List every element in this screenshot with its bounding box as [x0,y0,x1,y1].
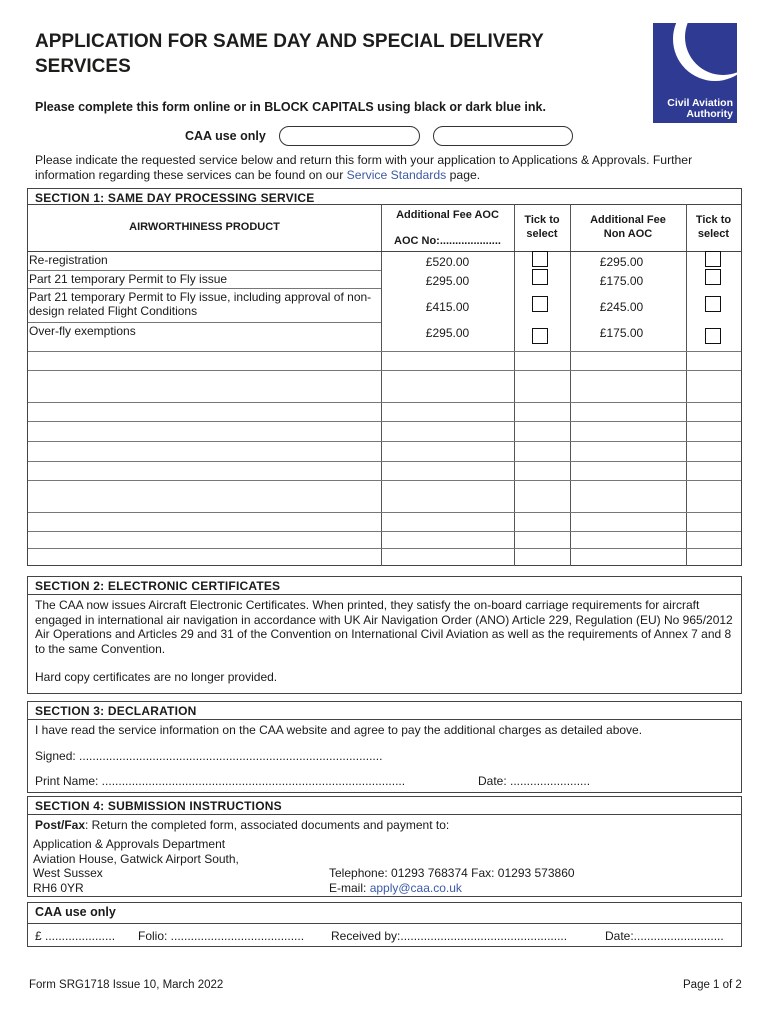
fee-aoc-permit-flight-conditions: £415.00 [425,300,470,314]
col-additional-fee-aoc: Additional Fee AOC [396,209,499,221]
section-4-heading: SECTION 4: SUBMISSION INSTRUCTIONS [35,799,282,813]
caa-use-only-box [27,902,742,947]
product-permit-to-fly: Part 21 temporary Permit to Fly issue [29,272,228,286]
checkbox-aoc-permit-flight-conditions[interactable] [532,296,548,312]
form-instruction: Please complete this form online or in BLOCK CAPITALS using black or dark blue ink. [35,100,546,114]
fee-non-aoc-over-fly: £175.00 [599,326,644,340]
page-number: Page 1 of 2 [683,979,742,991]
section-1-heading: SECTION 1: SAME DAY PROCESSING SERVICE [35,191,315,205]
fee-aoc-over-fly: £295.00 [425,326,470,340]
checkbox-non-aoc-permit-to-fly[interactable] [705,269,721,285]
form-title: APPLICATION FOR SAME DAY AND SPECIAL DELIVERY SERVICES [35,31,544,77]
section-2-paragraph: The CAA now issues Aircraft Electronic Certificates. When printed, they satisfy the on-board carriage requirements for aircraft engaged in international air navigation in accordance with UK Air Navigation Order (ANO) Article 229, Regulation (EU) No 965/2012 Air Operations and Articles 29 and 31 of the Convention on International Civil Aviation as well as the requirements of Annex 7 and 8 to the same Convention. [35,598,733,656]
product-permit-to-fly-flight-conditions: Part 21 temporary Permit to Fly issue, including approval of non-design related Flight Conditions [29,290,372,318]
checkbox-non-aoc-permit-flight-conditions[interactable] [705,296,721,312]
checkbox-non-aoc-re-registration[interactable] [705,251,721,267]
signed-field[interactable]: Signed: ........................................................................................... [35,749,383,763]
checkbox-aoc-over-fly[interactable] [532,328,548,344]
caa-use-only-heading: CAA use only [35,905,116,919]
caa-use-field-1[interactable] [279,126,420,146]
caa-use-only-label: CAA use only [185,129,266,143]
fee-non-aoc-permit-to-fly: £175.00 [599,274,644,288]
col-additional-fee-non-aoc: Additional Fee Non AOC [590,214,666,240]
section-2-heading: SECTION 2: ELECTRONIC CERTIFICATES [35,579,281,593]
section-3-heading: SECTION 3: DECLARATION [35,704,197,718]
checkbox-non-aoc-over-fly[interactable] [705,328,721,344]
caa-folio-field[interactable]: Folio: ........................................ [138,929,305,943]
caa-pound-field[interactable]: £ ..................... [35,929,116,943]
caa-use-field-2[interactable] [433,126,573,146]
checkbox-aoc-re-registration[interactable] [532,251,548,267]
fee-non-aoc-re-registration: £295.00 [599,255,644,269]
declaration-text: I have read the service information on the CAA website and agree to pay the additional charges as detailed above. [35,723,643,737]
col-tick-select-non-aoc: Tick to select [695,214,732,240]
form-reference: Form SRG1718 Issue 10, March 2022 [29,979,224,991]
email-link[interactable]: apply@caa.co.uk [369,881,462,895]
service-standards-link[interactable]: Service Standards [346,168,447,182]
email-line: E-mail: apply@caa.co.uk [329,881,462,895]
section-1-table [27,188,742,566]
col-airworthiness-product: AIRWORTHINESS PRODUCT [129,221,280,233]
print-name-field[interactable]: Print Name: ........................................................................................... [35,774,406,788]
product-re-registration: Re-registration [29,253,108,267]
caa-date-field[interactable]: Date:........................... [605,929,724,943]
telephone-fax: Telephone: 01293 768374 Fax: 01293 573860 [329,866,575,880]
logo-text-line2: Authority [686,108,733,120]
post-fax-instruction: Post/Fax: Return the completed form, associated documents and payment to: [35,818,450,832]
logo-text-line1: Civil Aviation [667,97,733,109]
product-over-fly-exemptions: Over-fly exemptions [29,324,136,338]
checkbox-aoc-permit-to-fly[interactable] [532,269,548,285]
caa-received-by-field[interactable]: Received by:.................................................. [331,929,568,943]
declaration-date-field[interactable]: Date: ........................ [478,774,591,788]
fee-aoc-permit-to-fly: £295.00 [425,274,470,288]
section-2-note: Hard copy certificates are no longer provided. [35,670,278,684]
section-2-electronic-certificates [27,576,742,694]
fee-non-aoc-permit-flight-conditions: £245.00 [599,300,644,314]
col-tick-select-aoc: Tick to select [524,214,560,240]
fee-aoc-re-registration: £520.00 [425,255,470,269]
intro-text: Please indicate the requested service below and return this form with your application to Applications & Approvals. Further information regarding these services can be found on our Service Standards page. [35,153,693,182]
section-4-submission [27,796,742,897]
aoc-number-field[interactable]: AOC No:.................... [394,235,501,247]
postal-address: Application & Approvals Department Aviation House, Gatwick Airport South, West Sussex RH6 0YR [33,837,239,895]
section-3-declaration [27,701,742,793]
caa-logo [653,23,737,123]
